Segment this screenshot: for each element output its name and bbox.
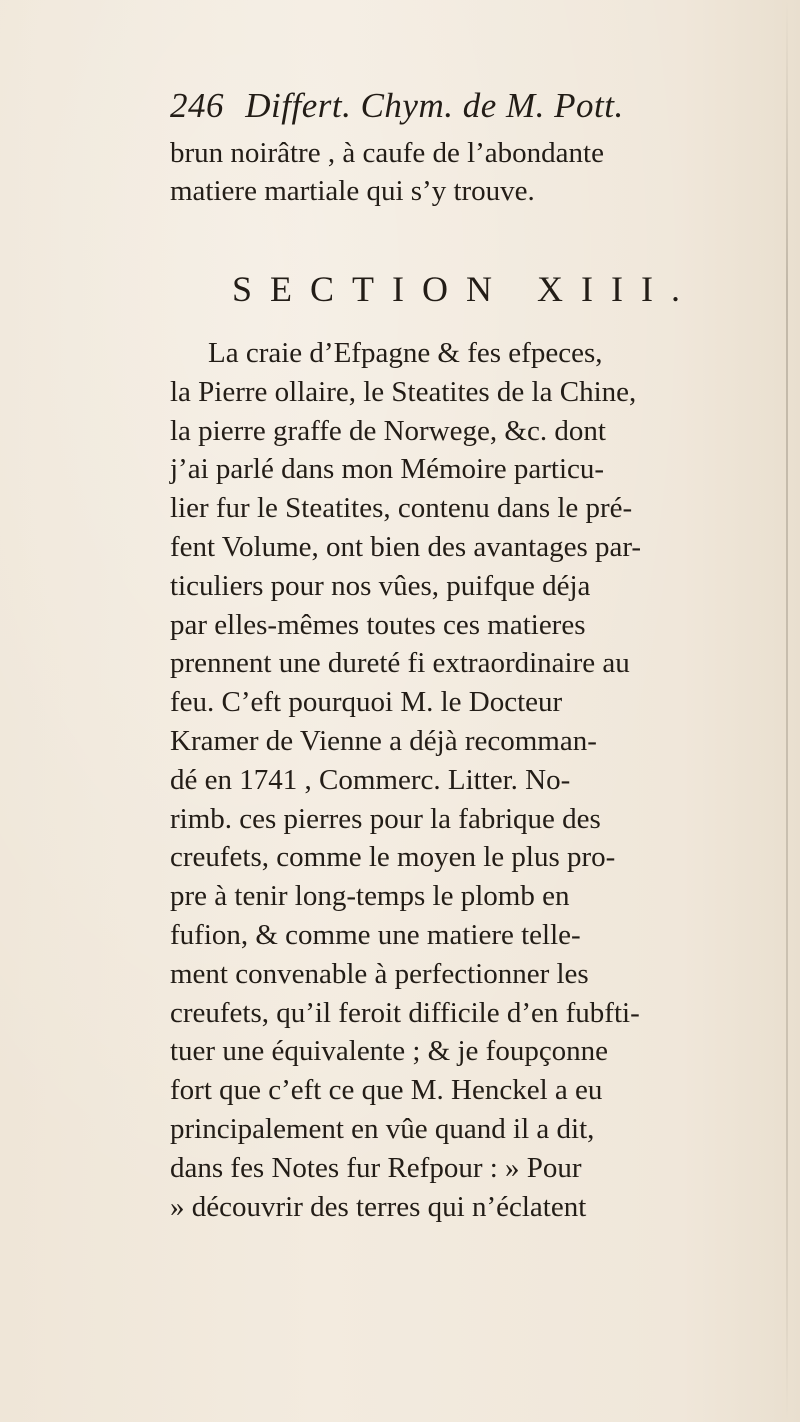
body-line-6: fent Volume, ont bien des avantages par- (170, 530, 642, 563)
body-line-23: » découvrir des terres qui n’éclatent (170, 1190, 587, 1223)
body-line-5: lier fur le Steatites, contenu dans le pré- (170, 492, 633, 525)
page-edge (786, 0, 788, 1422)
body-line-13: rimb. ces pierres pour la fabrique des (170, 802, 601, 835)
body-line-19: tuer une équivalente ; & je foupçonne (170, 1035, 609, 1068)
body-line-17: ment convenable à perfectionner les (170, 957, 589, 990)
body-line-10: feu. C’eft pourquoi M. le Docteur (170, 686, 563, 719)
body-line-20: fort que c’eft ce que M. Henckel a eu (170, 1074, 603, 1107)
body-line-21: principalement en vûe quand il a dit, (170, 1112, 595, 1145)
body-line-15: pre à tenir long-temps le plomb en (170, 880, 570, 913)
body-paragraph (170, 334, 770, 1226)
intro-line-1: brun noirâtre , à caufe de l’abondante (170, 137, 604, 169)
intro-line-2: matiere martiale qui s’y trouve. (170, 175, 535, 207)
body-line-9: prennent une dureté fi extraordinaire au (170, 647, 630, 680)
body-line-18: creufets, qu’il feroit difficile d’en fubfti- (170, 996, 640, 1029)
body-line-2: la Pierre ollaire, le Steatites de la Chine, (170, 375, 637, 408)
text-column (170, 78, 770, 1226)
section-heading: SECTION XIII. (232, 269, 698, 309)
body-line-12: dé en 1741 , Commerc. Litter. No- (170, 763, 571, 796)
body-line-22: dans fes Notes fur Refpour : » Pour (170, 1151, 582, 1184)
body-line-1: La craie d’Efpagne & fes efpeces, (208, 337, 603, 369)
running-title: Differt. Chym. de M. Pott. (245, 86, 624, 125)
body-line-3: la pierre graffe de Norwege, &c. dont (170, 414, 606, 447)
running-header (170, 78, 770, 134)
body-line-11: Kramer de Vienne a déjà recomman- (170, 724, 597, 757)
body-line-7: ticuliers pour nos vûes, puifque déja (170, 569, 591, 602)
body-line-16: fufion, & comme une matiere telle- (170, 918, 581, 951)
body-line-4: j’ai parlé dans mon Mémoire particu- (170, 453, 605, 486)
body-line-8: par elles-mêmes toutes ces matieres (170, 608, 586, 641)
page-number: 246 (170, 86, 224, 125)
body-line-14: creufets, comme le moyen le plus pro- (170, 841, 616, 874)
